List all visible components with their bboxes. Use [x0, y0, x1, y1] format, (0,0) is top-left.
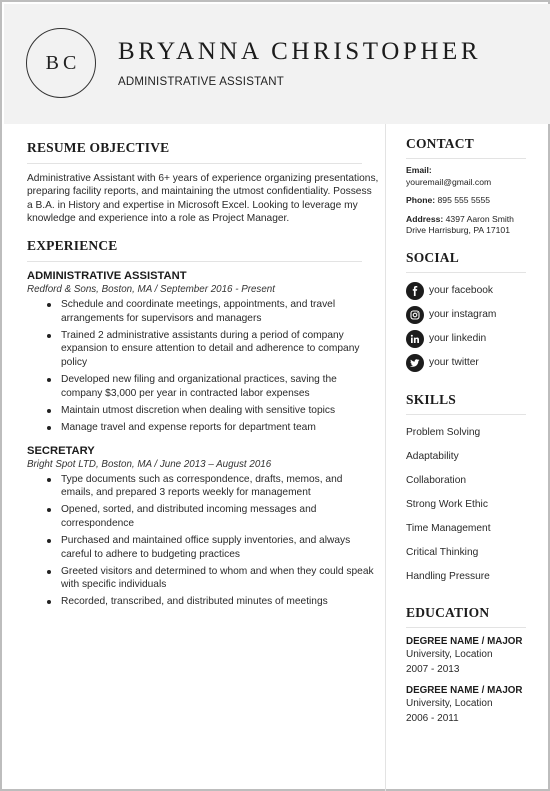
social-label: your twitter	[429, 357, 479, 368]
skill-item: Time Management	[406, 522, 491, 534]
experience-heading: EXPERIENCE	[27, 238, 118, 254]
list-item: Type documents such as correspondence, drafts, memos, and emails, and prepared 3 reports weekly for management	[47, 473, 377, 500]
monogram-circle: BC	[26, 28, 96, 98]
education-entry	[406, 636, 536, 677]
list-item: Schedule and coordinate meetings, appointments, and travel arrangements for supervisors and managers	[47, 298, 377, 325]
section-rule	[27, 261, 362, 262]
job-meta: Redford & Sons, Boston, MA / September 2016 - Present	[27, 284, 275, 296]
education-heading: EDUCATION	[406, 604, 490, 620]
job-title: SECRETARY	[27, 444, 95, 457]
section-rule	[406, 158, 526, 159]
social-label: your linkedin	[429, 333, 487, 344]
job-title: ADMINISTRATIVE ASSISTANT	[27, 270, 187, 283]
skills-heading: SKILLS	[406, 391, 456, 407]
years-line: 2007 - 2013	[406, 663, 460, 675]
job-entry	[27, 270, 377, 434]
address-line-2: Drive Harrisburg, PA 17101	[406, 225, 510, 235]
instagram-icon	[406, 306, 424, 324]
social-twitter[interactable]	[406, 351, 536, 375]
section-rule	[406, 414, 526, 415]
phone-line: Phone: 895 555 5555	[406, 195, 491, 205]
list-item: Maintain utmost discretion when dealing with sensitive topics	[47, 404, 377, 418]
school-line: University, Location	[406, 697, 493, 709]
social-instagram[interactable]	[406, 303, 536, 327]
email-label: Email:	[406, 165, 432, 175]
skill-item: Collaboration	[406, 474, 467, 486]
social-label: your instagram	[429, 309, 497, 320]
facebook-icon	[406, 282, 424, 300]
job-bullets	[27, 473, 377, 609]
sidebar-column	[406, 136, 536, 726]
section-rule	[27, 163, 362, 164]
email-value[interactable]: youremail@gmail.com	[406, 176, 492, 187]
twitter-icon	[406, 354, 424, 372]
education-entry	[406, 685, 536, 726]
years-line: 2006 - 2011	[406, 712, 459, 724]
social-heading: SOCIAL	[406, 249, 459, 265]
section-rule	[406, 627, 526, 628]
list-item: Purchased and maintained office supply inventories, and always careful to adhere to budgeting practices	[47, 534, 377, 561]
skill-item: Problem Solving	[406, 426, 481, 438]
contact-heading: CONTACT	[406, 136, 474, 151]
candidate-name: BRYANNA CHRISTOPHER	[118, 38, 482, 65]
social-linkedin[interactable]	[406, 327, 536, 351]
degree-name: DEGREE NAME / MAJOR	[406, 635, 523, 647]
social-label: your facebook	[429, 285, 493, 296]
list-item: Manage travel and expense reports for department team	[47, 421, 377, 435]
section-rule	[406, 272, 526, 273]
main-column	[27, 140, 377, 612]
skill-item: Critical Thinking	[406, 546, 479, 558]
degree-name: DEGREE NAME / MAJOR	[406, 684, 523, 696]
skill-item: Strong Work Ethic	[406, 498, 488, 510]
social-facebook[interactable]	[406, 279, 536, 303]
list-item: Greeted visitors and determined to whom and when they could speak with specific individuals	[47, 565, 377, 592]
candidate-title: ADMINISTRATIVE ASSISTANT	[118, 76, 285, 88]
objective-text: Administrative Assistant with 6+ years of experience organizing presentations, preparing facility reports, and maintaining the utmost confidentiality. Possess a B.A. in History and expertise in Microsoft Excel. Looking to leverage my knowledge and experience into a role as Project Manager.	[27, 173, 379, 224]
skill-item: Adaptability	[406, 450, 459, 462]
job-entry	[27, 445, 377, 609]
list-item: Recorded, transcribed, and distributed minutes of meetings	[47, 595, 377, 609]
skill-item: Handling Pressure	[406, 570, 490, 582]
objective-heading: RESUME OBJECTIVE	[27, 140, 170, 155]
resume-header	[4, 4, 550, 124]
address-line: Address: 4397 Aaron Smith	[406, 213, 514, 224]
job-meta: Bright Spot LTD, Boston, MA / June 2013 – August 2016	[27, 458, 272, 470]
list-item: Opened, sorted, and distributed incoming messages and correspondence	[47, 503, 377, 530]
linkedin-icon	[406, 330, 424, 348]
school-line: University, Location	[406, 648, 493, 660]
column-divider	[385, 124, 386, 791]
list-item: Developed new filing and organizational practices, saving the company $3,000 per year in contracted labor expenses	[47, 373, 377, 400]
job-bullets	[27, 298, 377, 434]
list-item: Trained 2 administrative assistants during a period of company expansion to ensure attention to detail and adherence to company policy	[47, 329, 377, 370]
